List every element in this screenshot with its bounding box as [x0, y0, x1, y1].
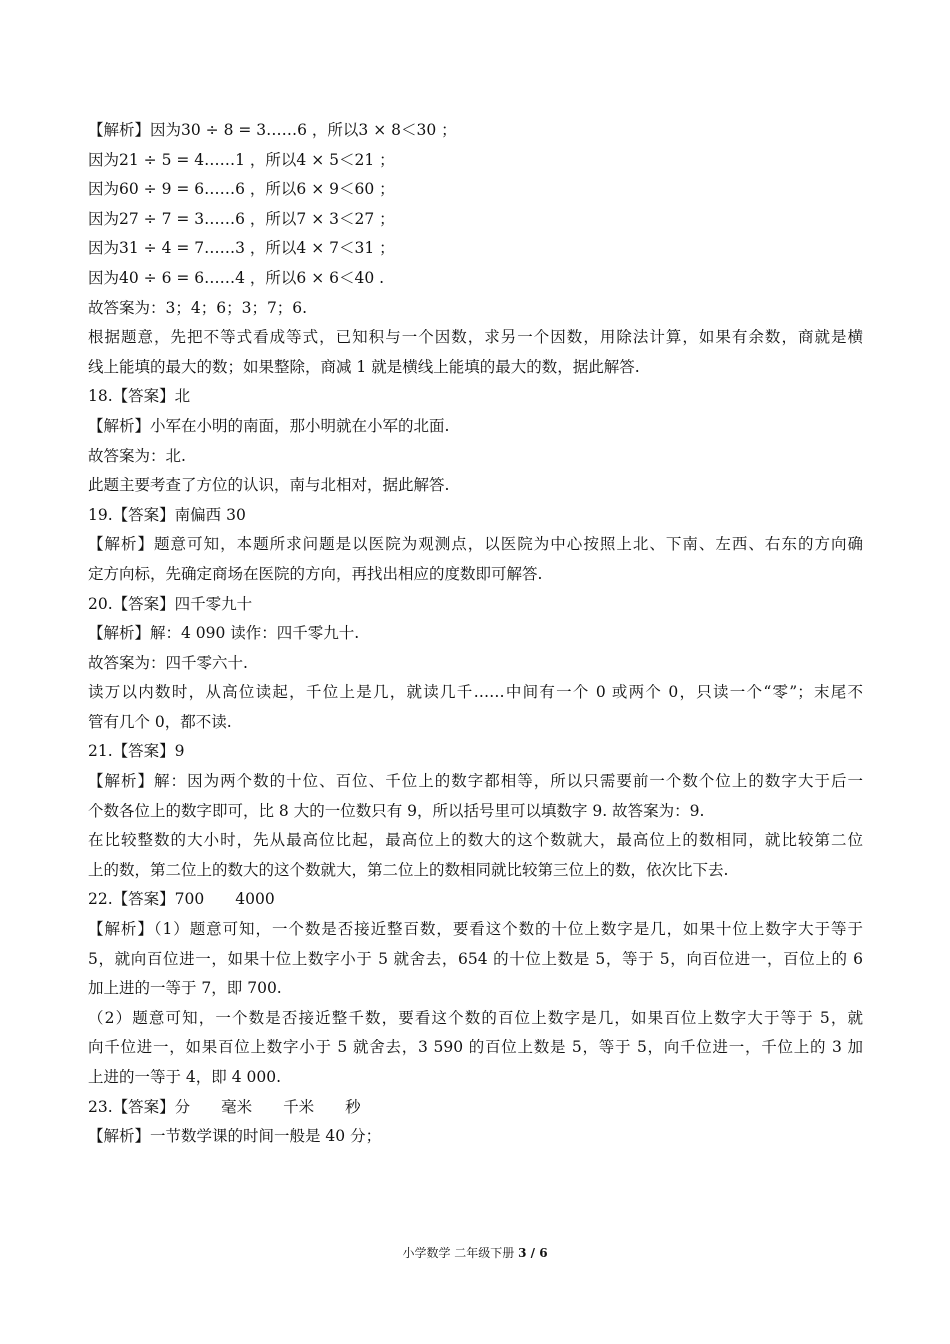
text-line: 【解析】因为30 ÷ 8 = 3……6 ，所以3 × 8＜30 ；	[88, 121, 457, 139]
text-line: 此题主要考查了方位的认识，南与北相对，据此解答.	[88, 476, 450, 495]
document-body	[88, 116, 863, 1152]
text-line: 故答案为：四千零六十.	[88, 653, 248, 672]
text-line: 上的数，第二位上的数大的这个数就大，第二位上的数相同就比较第三位上的数，依次比下去.	[88, 860, 729, 879]
text-line: 定方向标，先确定商场在医院的方向，再找出相应的度数即可解答.	[88, 564, 543, 583]
text-line: 【解析】题意可知，本题所求问题是以医院为观测点，以医院为中心按照上北、下南、左西、右东的方向确	[88, 535, 863, 554]
text-line: （2）题意可知，一个数是否接近整千数，要看这个数的百位上数字是几，如果百位上数字大于等于 5，就	[88, 1008, 863, 1027]
text-line: 【解析】（1）题意可知，一个数是否接近整百数，要看这个数的十位上数字是几，如果十位上数字大于等于	[88, 920, 863, 939]
text-line: 线上能填的最大的数；如果整除，商减 1 就是横线上能填的最大的数，据此解答.	[88, 357, 640, 376]
answer-heading: 20.【答案】四千零九十	[88, 594, 253, 613]
text-line: 故答案为：北.	[88, 446, 186, 465]
text-line: 管有几个 0，都不读.	[88, 712, 232, 731]
text-line: 因为40 ÷ 6 = 6……4 ，所以6 × 6＜40 .	[88, 268, 385, 287]
text-line: 个数各位上的数字即可，比 8 大的一位数只有 9，所以括号里可以填数字 9. 故答案为：9.	[88, 801, 705, 820]
page-footer	[0, 1244, 950, 1261]
text-line: 【解析】一节数学课的时间一般是 40 分；	[88, 1127, 382, 1146]
text-line: 【解析】解：因为两个数的十位、百位、千位上的数字都相等，所以只需要前一个数个位上的数字大于后一	[88, 772, 863, 791]
text-line: 读万以内数时，从高位读起，千位上是几，就读几千……中间有一个 0 或两个 0，只读一个“零”；末尾不	[88, 683, 863, 702]
text-line: 因为27 ÷ 7 = 3……6 ，所以7 × 3＜27 ；	[88, 209, 395, 228]
footer-subject: 小学数学 二年级下册	[402, 1246, 519, 1260]
text-line: 上进的一等于 4，即 4 000.	[88, 1068, 282, 1086]
text-line: 故答案为：3；4；6；3；7；6.	[88, 298, 308, 317]
answer-heading: 19.【答案】南偏西 30	[88, 505, 246, 524]
text-line: 根据题意，先把不等式看成等式，已知积与一个因数，求另一个因数，用除法计算，如果有余数，商就是横	[88, 328, 863, 347]
page-total: 6	[539, 1246, 548, 1260]
text-line: 5，就向百位进一，如果十位上数字小于 5 就舍去，654 的十位上数是 5，等于 5，向百位进一，百位上的 6	[88, 949, 863, 968]
answer-heading: 22.【答案】700 4000	[88, 890, 275, 909]
text-line: 【解析】小军在小明的南面，那小明就在小军的北面.	[88, 416, 450, 435]
text-line: 向千位进一，如果百位上数字小于 5 就舍去，3 590 的百位上数是 5，等于 5，向千位进一，千位上的 3 加	[88, 1038, 863, 1057]
text-line: 【解析】解：4 090 读作：四千零九十.	[88, 624, 360, 643]
answer-heading: 18.【答案】北	[88, 387, 191, 406]
text-line: 因为31 ÷ 4 = 7……3 ，所以4 × 7＜31 ；	[88, 239, 395, 258]
page-separator: /	[526, 1246, 540, 1260]
page-number: 3	[518, 1246, 527, 1260]
answer-heading: 21.【答案】9	[88, 742, 185, 761]
text-line: 加上进的一等于 7，即 700.	[88, 979, 282, 998]
text-line: 在比较整数的大小时，先从最高位比起，最高位上的数大的这个数就大，最高位上的数相同，就比较第二位	[88, 831, 863, 850]
text-line: 因为21 ÷ 5 = 4……1 ，所以4 × 5＜21 ；	[88, 150, 395, 169]
text-line: 因为60 ÷ 9 = 6……6 ，所以6 × 9＜60 ；	[88, 180, 395, 199]
answer-heading: 23.【答案】分 毫米 千米 秒	[88, 1097, 361, 1116]
